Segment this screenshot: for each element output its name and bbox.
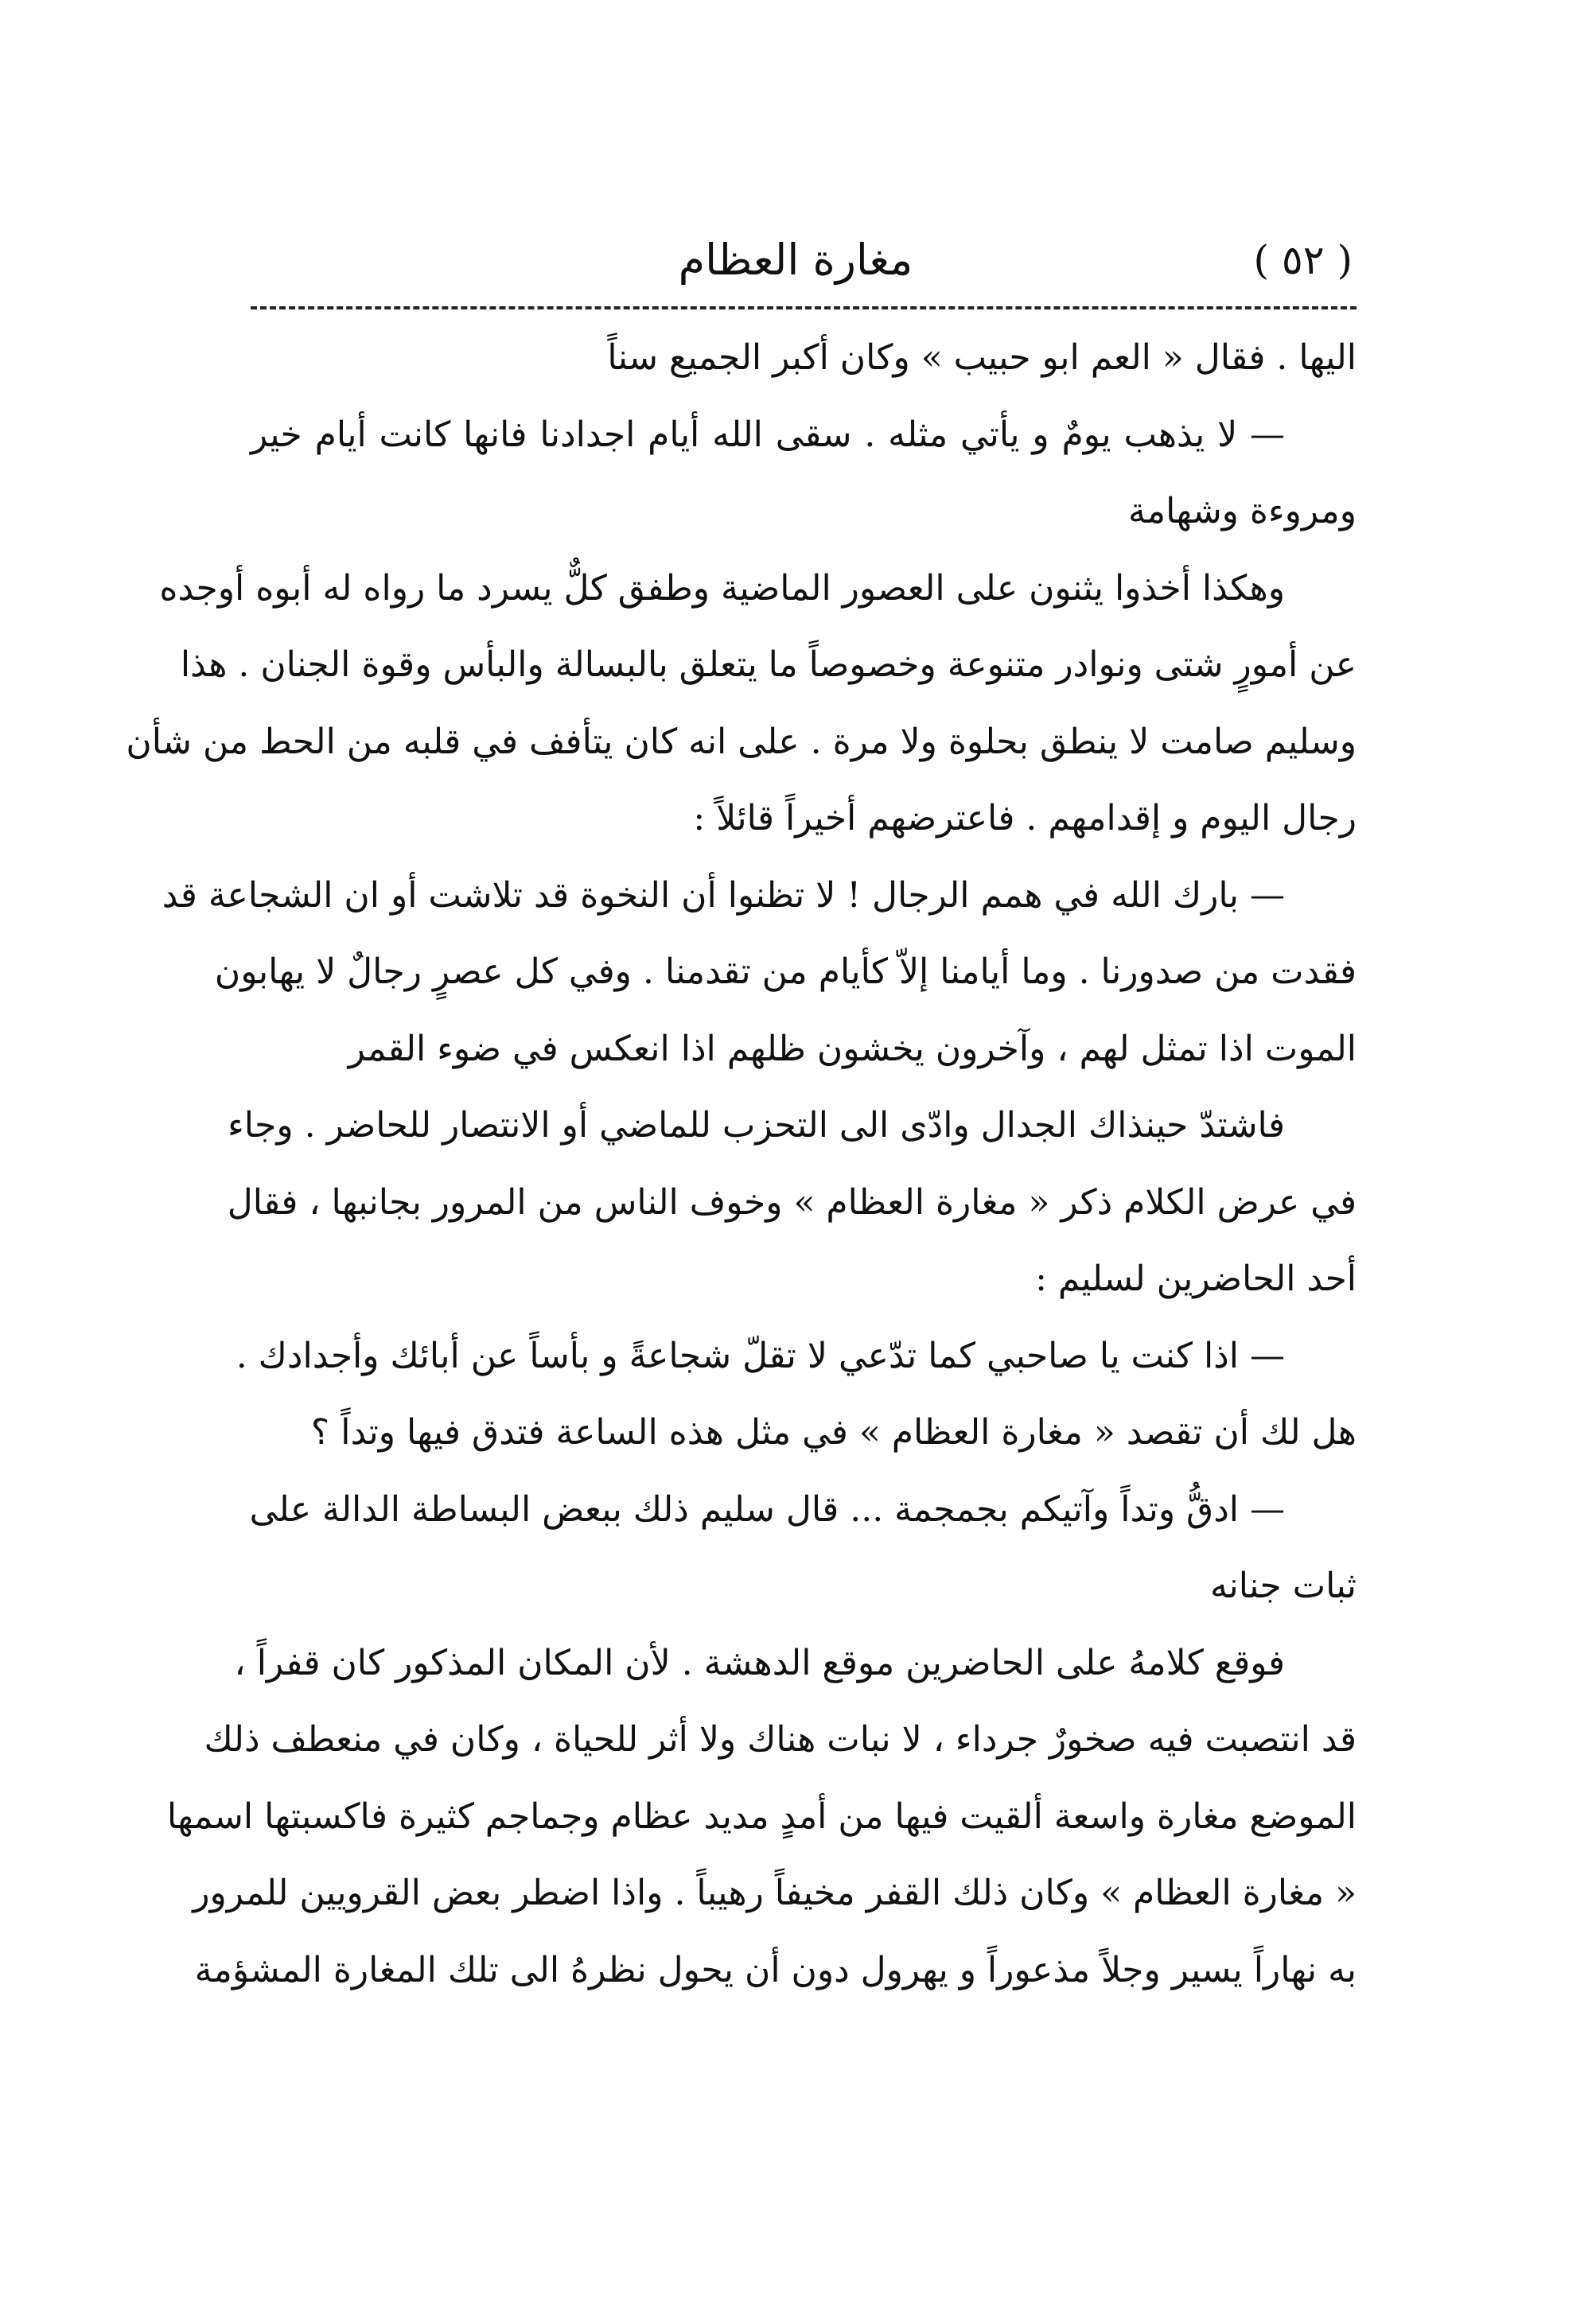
page-header (239, 224, 1353, 296)
text-line: رجال اليوم و إقدامهم . فاعترضهم أخيراً قائلاً : (693, 798, 1357, 838)
page-body (126, 320, 1357, 2009)
header-divider (251, 306, 1357, 309)
text-line: « مغارة العظام » وكان ذلك القفر مخيفاً رهيباً . واذا اضطر بعض القرويين للمرور (193, 1873, 1357, 1913)
text-line: — ادقُّ وتداً وآتيكم بجمجمة ... قال سليم ذلك ببعض البساطة الدالة على (249, 1488, 1285, 1530)
text-line: — لا يذهب يومٌ و يأتي مثله . سقى الله أيام اجدادنا فانها كانت أيام خير (251, 414, 1285, 455)
text-line: — بارك الله في همم الرجال ! لا تظنوا أن النخوة قد تلاشت أو ان الشجاعة قد (162, 874, 1285, 916)
text-line: فاشتدّ حينذاك الجدال وادّى الى التحزب للماضي أو الانتصار للحاضر . وجاء (228, 1105, 1285, 1146)
page-number: ( ٥٢ ) (1253, 237, 1353, 283)
text-line: الموت اذا تمثل لهم ، وآخرون يخشون ظلهم اذا انعكس في ضوء القمر (348, 1028, 1357, 1069)
text-line: أحد الحاضرين لسليم : (1035, 1259, 1357, 1299)
text-line: قد انتصبت فيه صخورٌ جرداء ، لا نبات هناك ولا أثر للحياة ، وكان في منعطف ذلك (204, 1719, 1357, 1760)
text-line: اليها . فقال « العم ابو حبيب » وكان أكبر الجميع سناً (607, 337, 1357, 378)
text-line: وهكذا أخذوا يثنون على العصور الماضية وطفق كلٌّ يسرد ما رواه له أبوه أوجده (159, 567, 1285, 609)
text-line: وسليم صامت لا ينطق بحلوة ولا مرة . على انه كان يتأفف في قلبه من الحط من شأن (126, 721, 1357, 762)
text-line: فقدت من صدورنا . وما أيامنا إلاّ كأيام من تقدمنا . وفي كل عصرٍ رجالٌ لا يهابون (214, 951, 1357, 992)
text-line: ثبات جنانه (1209, 1566, 1357, 1606)
text-line: هل لك أن تقصد « مغارة العظام » في مثل هذه الساعة فتدق فيها وتداً ؟ (310, 1412, 1357, 1453)
page-title: مغارة العظام (678, 235, 913, 285)
text-line: ومروءة وشهامة (1127, 491, 1357, 531)
text-line: الموضع مغارة واسعة ألقيت فيها من أمدٍ مديد عظام وجماجم كثيرة فاكسبتها اسمها (166, 1796, 1357, 1837)
text-line: عن أمورٍ شتى ونوادر متنوعة وخصوصاً ما يتعلق بالبسالة والبأس وقوة الجنان . هذا (180, 644, 1357, 685)
text-line: به نهاراً يسير وجلاً مذعوراً و يهرول دون أن يحول نظرهُ الى تلك المغارة المشؤمة (194, 1949, 1357, 1990)
text-line: — اذا كنت يا صاحبي كما تدّعي لا تقلّ شجاعةً و بأساً عن أبائك وأجدادك . (236, 1335, 1285, 1376)
text-line: فوقع كلامهُ على الحاضرين موقع الدهشة . لأن المكان المذكور كان قفراً ، (234, 1642, 1285, 1683)
text-line: في عرض الكلام ذكر « مغارة العظام » وخوف الناس من المرور بجانبها ، فقال (227, 1181, 1357, 1223)
